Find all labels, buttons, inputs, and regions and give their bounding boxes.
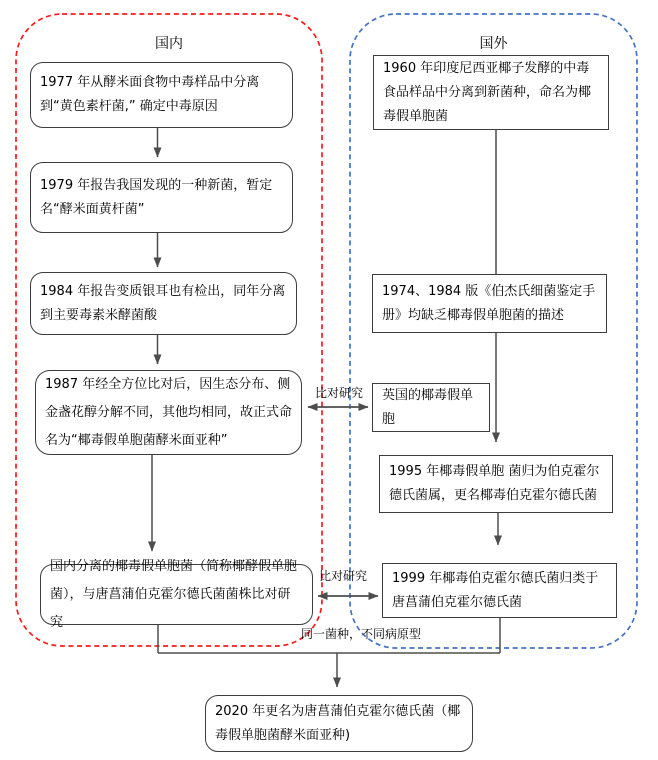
node-foreign-1999 [382,563,617,618]
node-text: 1999 年椰毒伯克霍尔德氏菌归类于唐菖蒲伯克霍尔德氏菌 [392,570,599,610]
node-text: 国内分离的椰毒假单胞菌（简称椰酵假单胞菌），与唐菖蒲伯克霍尔德氏菌菌株比对研究 [50,558,298,630]
node-domestic-1987 [35,370,302,455]
node-domestic-1979 [30,162,293,233]
label-compare-research-top: 比对研究 [314,386,363,400]
domestic-group-title: 国内 [155,36,183,52]
label-same-species: 同一菌种，不同病原型 [301,627,422,641]
node-text: 1979 年报告我国发现的一种新菌，暂定名“酵米面黄杆菌” [40,177,273,217]
node-domestic-compare-study [40,558,313,630]
node-foreign-1960 [373,55,609,130]
node-2020-rename [205,695,473,752]
label-compare-research-bottom: 比对研究 [318,569,367,583]
node-text: 1987 年经全方位比对后，因生态分布、侧金盏花醇分解不同，其他均相同，故正式命名为“椰毒假单胞菌酵米面亚种” [45,376,293,448]
foreign-group-title: 国外 [479,36,508,52]
node-text: 1960 年印度尼西亚椰子发酵的中毒食品样品中分离到新菌种，命名为椰毒假单胞菌 [383,60,592,124]
node-foreign-1974-1984-manual [372,274,607,333]
node-text: 1974、1984 版《伯杰氏细菌鉴定手册》均缺乏椰毒假单胞菌的描述 [382,283,596,323]
node-foreign-uk-strain [372,383,490,432]
node-text: 英国的椰毒假单胞 [382,387,474,427]
node-foreign-1995 [379,455,613,513]
node-domestic-1977 [30,62,293,128]
node-text: 2020 年更名为唐菖蒲伯克霍尔德氏菌（椰毒假单胞菌酵米面亚种) [215,703,461,743]
node-text: 1977 年从酵米面食物中毒样品中分离到“黄色素杆菌,” 确定中毒原因 [40,75,260,114]
node-text: 1984 年报告变质银耳也有检出，同年分离到主要毒素米酵菌酸 [40,283,286,323]
node-text: 1995 年椰毒假单胞 菌归为伯克霍尔德氏菌属，更名椰毒伯克霍尔德氏菌 [389,464,600,503]
node-domestic-1984 [30,272,297,335]
